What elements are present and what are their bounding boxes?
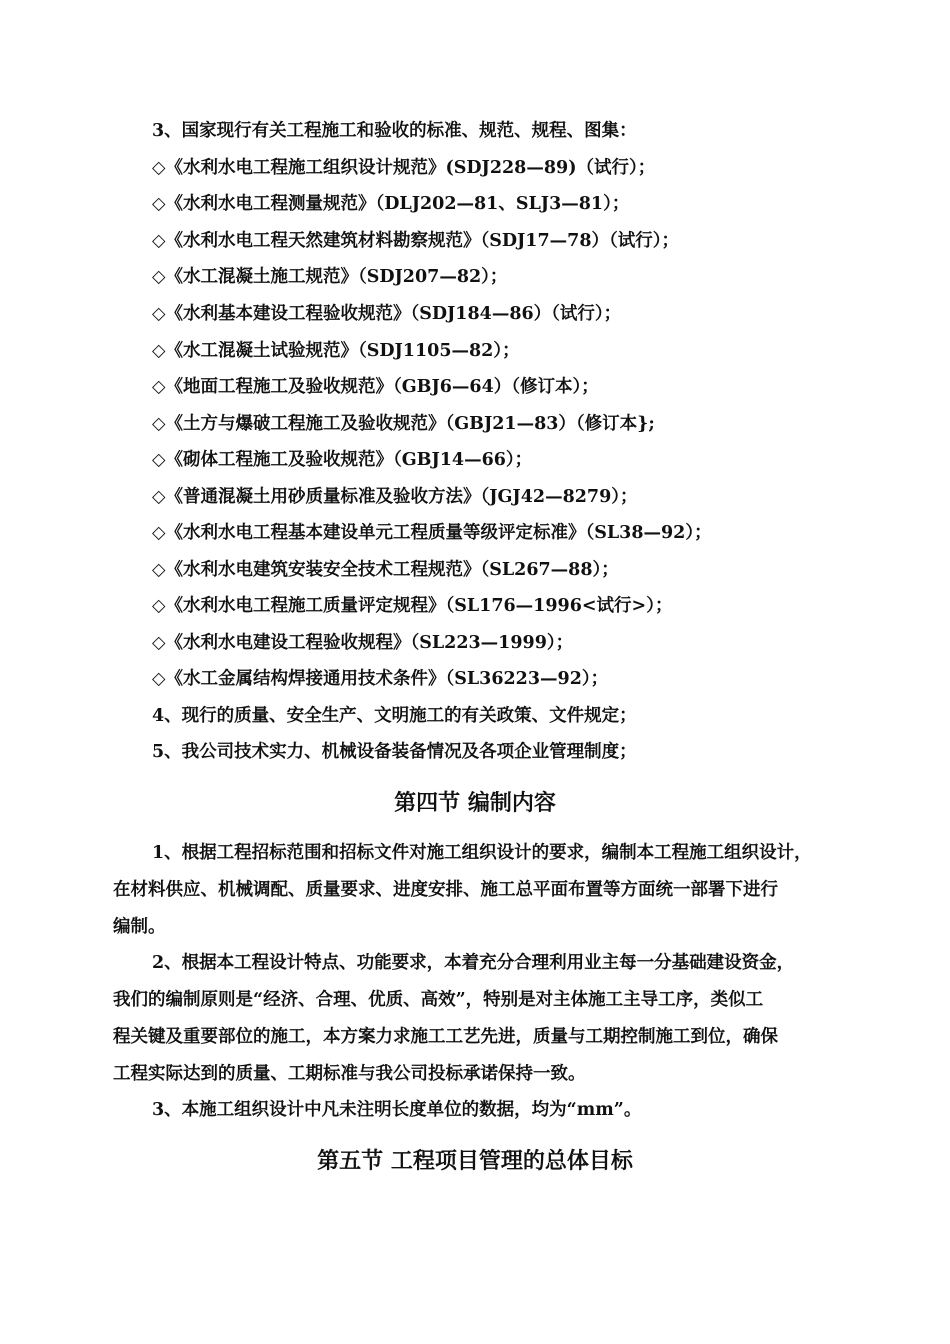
standard-item: ◇《水利水电工程基本建设单元工程质量等级评定标准》（SL38—92）；: [152, 523, 712, 543]
content-para-1-line: 编制。: [113, 917, 166, 937]
section-heading-4: 第四节 编制内容: [394, 790, 556, 816]
standard-item: ◇《地面工程施工及验收规范》（GBJ6—64）（修订本）；: [152, 377, 599, 397]
standard-item: ◇《水工金属结构焊接通用技术条件》（SL36223—92）；: [152, 669, 609, 689]
standard-item: ◇《水利水电工程施工组织设计规范》(SDJ228—89)（试行）；: [152, 158, 656, 178]
content-para-1-line: 1、根据工程招标范围和招标文件对施工组织设计的要求，编制本工程施工组织设计，: [152, 843, 812, 863]
content-para-2-line: 我们的编制原则是“经济、合理、优质、高效”，特别是对主体施工主导工序，类似工: [113, 990, 764, 1010]
content-para-2-line: 程关键及重要部位的施工，本方案力求施工工艺先进，质量与工期控制施工到位，确保: [113, 1027, 778, 1047]
content-para-3: 3、本施工组织设计中凡未注明长度单位的数据，均为“mm”。: [152, 1100, 642, 1120]
standard-item: ◇《水利水电建设工程验收规程》（SL223—1999）；: [152, 633, 574, 653]
standard-item: ◇《普通混凝土用砂质量标准及验收方法》（JGJ42—8279）；: [152, 487, 638, 507]
content-para-2-line: 工程实际达到的质量、工期标准与我公司投标承诺保持一致。: [113, 1064, 586, 1084]
basis-item-5: 5、我公司技术实力、机械设备装备情况及各项企业管理制度；: [152, 742, 637, 762]
standard-item: ◇《水利水电建筑安装安全技术工程规范》（SL267—88）；: [152, 560, 619, 580]
standard-item: ◇《土方与爆破工程施工及验收规范》（GBJ21—83）（修订本};: [152, 414, 655, 434]
standards-intro: 3、国家现行有关工程施工和验收的标准、规范、规程、图集：: [152, 121, 637, 141]
section-heading-5: 第五节 工程项目管理的总体目标: [317, 1148, 633, 1174]
standard-item: ◇《水利基本建设工程验收规范》（SDJ184—86）（试行）；: [152, 304, 622, 324]
content-para-2-line: 2、根据本工程设计特点、功能要求，本着充分合理利用业主每一分基础建设资金，: [152, 953, 795, 973]
standard-item: ◇《水利水电工程天然建筑材料勘察规范》（SDJ17—78）（试行）；: [152, 231, 680, 251]
basis-item-4: 4、现行的质量、安全生产、文明施工的有关政策、文件规定；: [152, 706, 637, 726]
standard-item: ◇《砌体工程施工及验收规范》（GBJ14—66）；: [152, 450, 533, 470]
standard-item: ◇《水利水电工程施工质量评定规程》（SL176—1996<试行>）；: [152, 596, 673, 616]
standard-item: ◇《水工混凝土施工规范》（SDJ207—82）；: [152, 267, 508, 287]
standard-item: ◇《水工混凝土试验规范》（SDJ1105—82）；: [152, 341, 520, 361]
standard-item: ◇《水利水电工程测量规范》（DLJ202—81、SLJ3—81）；: [152, 194, 630, 214]
content-para-1-line: 在材料供应、机械调配、质量要求、进度安排、施工总平面布置等方面统一部署下进行: [113, 880, 778, 900]
